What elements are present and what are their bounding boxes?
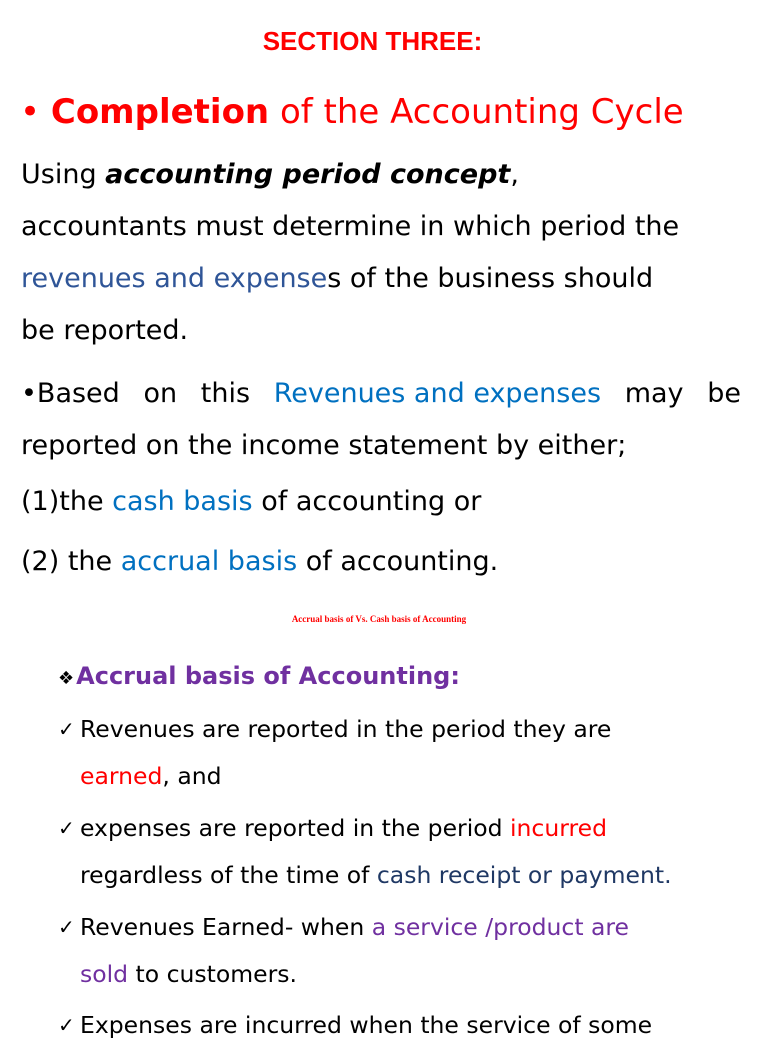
- accrual-basis-term: accrual basis: [120, 546, 298, 577]
- para2-line2: reported on the income statement by either;: [21, 430, 627, 461]
- slide-accrual-basis: [0, 640, 768, 1039]
- check-item: ✓ Expenses are incurred when the service of some: [58, 1002, 652, 1049]
- sold-term: sold: [80, 960, 129, 988]
- revenues-expenses-highlight: revenues and expense: [21, 263, 328, 294]
- paragraph-period-concept: [21, 149, 741, 357]
- service-product-term: a service /product are: [371, 913, 630, 941]
- para2-line1: •Based on this Revenues and expenses may be: [21, 368, 741, 420]
- para1-line2: accountants must determine in which period the: [21, 211, 680, 242]
- para1-line1: Using accounting period concept,: [21, 159, 519, 190]
- sub-heading: ❖Accrual basis of Accounting:: [58, 662, 460, 690]
- cash-basis-term: cash basis: [112, 486, 253, 517]
- check-item: ✓ Revenues are reported in the period they are earned, and: [58, 706, 611, 800]
- heading-bullet: •: [20, 92, 41, 132]
- check-item: ✓ expenses are reported in the period incurred regardless of the time of cash receipt or payment.: [58, 805, 672, 899]
- revenues-expenses-link: Revenues and expenses: [273, 378, 602, 409]
- earned-term: earned: [80, 762, 163, 790]
- checkmark-icon: ✓: [58, 1013, 75, 1037]
- checkmark-icon: ✓: [58, 717, 75, 741]
- slide-heading: [20, 92, 760, 132]
- list-item-cash-basis: (1)the cash basis of accounting or: [21, 486, 482, 517]
- diamond-bullet-icon: ❖: [58, 668, 75, 689]
- checkmark-icon: ✓: [58, 915, 75, 939]
- section-title: SECTION THREE:: [262, 26, 483, 56]
- para1-line3: revenues and expenses of the business should: [21, 263, 654, 294]
- list-item-accrual-basis: (2) the accrual basis of accounting.: [21, 546, 499, 577]
- heading-rest: of the Accounting Cycle: [279, 92, 684, 132]
- checkmark-icon: ✓: [58, 816, 75, 840]
- slide-caption: Accrual basis of Vs. Cash basis of Accounting: [291, 614, 467, 624]
- para1-line4: be reported.: [21, 315, 189, 346]
- check-item: ✓Revenues Earned- when a service /product are sold to customers.: [58, 904, 629, 998]
- paragraph-based-on-this: [21, 368, 741, 472]
- incurred-term: incurred: [510, 814, 608, 842]
- heading-bold-word: Completion: [50, 92, 270, 132]
- cash-receipt-term: cash receipt or payment.: [376, 861, 672, 889]
- concept-term: accounting period concept: [105, 159, 511, 190]
